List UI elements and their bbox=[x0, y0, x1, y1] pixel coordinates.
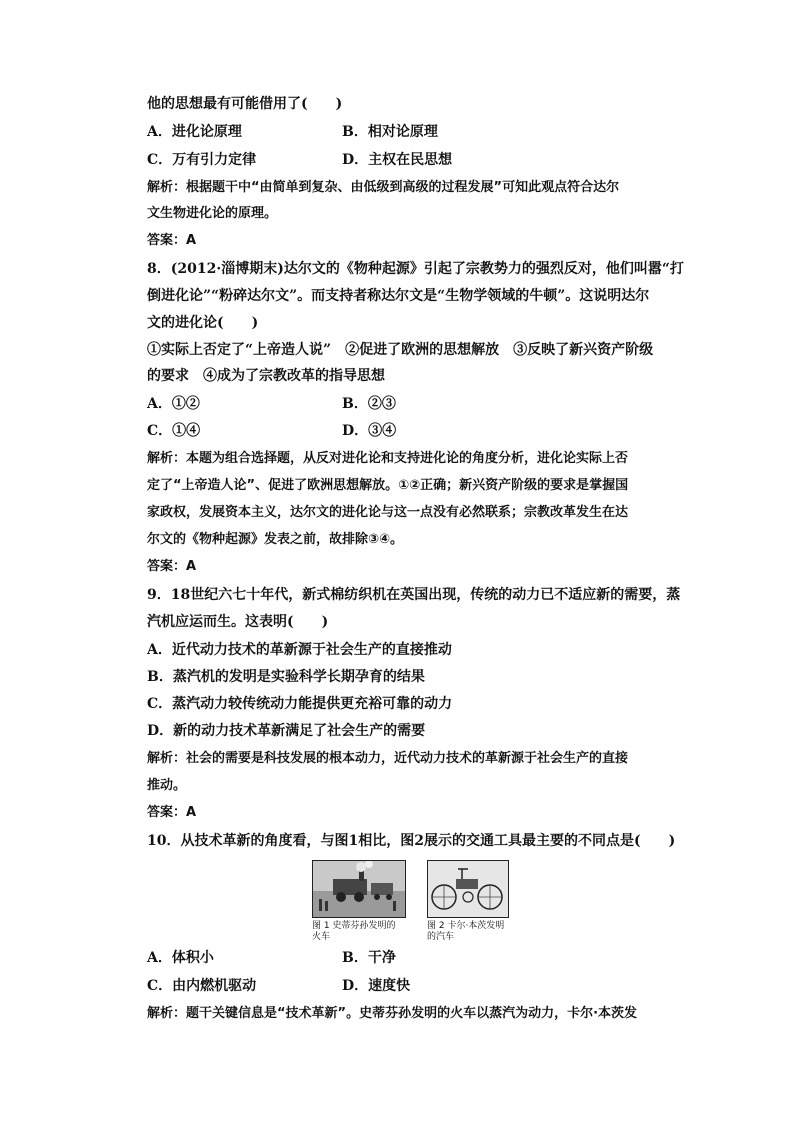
figure-2-caption: 图 2 卡尔·本茨发明的汽车 bbox=[427, 921, 505, 942]
q8-analysis-line: 家政权，发展资本主义，达尔文的进化论与这一点没有必然联系；宗教改革发生在达 bbox=[147, 505, 629, 520]
q10-options-row2 bbox=[147, 976, 411, 996]
q8-option-b: B．②③ bbox=[342, 396, 396, 412]
q7-option-c: C．万有引力定律 bbox=[147, 152, 257, 168]
q9-answer: 答案：A bbox=[147, 805, 197, 820]
q9-analysis-line: 推动。 bbox=[147, 778, 187, 793]
q8-analysis-line: 解析：本题为组合选择题，从反对进化论和支持进化论的角度分析，进化论实际上否 bbox=[147, 451, 629, 466]
q8-answer: 答案：A bbox=[147, 559, 197, 574]
q7-options-row1 bbox=[147, 122, 438, 142]
q8-item-line: ①实际上否定了“上帝造人说” ②促进了欧洲的思想解放 ③反映了新兴资产阶级 bbox=[147, 342, 654, 358]
q8-stem-line: 文的进化论( ) bbox=[147, 315, 259, 331]
q7-option-a: A．进化论原理 bbox=[147, 124, 242, 140]
benz-car-illustration bbox=[427, 860, 509, 918]
q10-stem: 10．从技术革新的角度看，与图1相比，图2展示的交通工具最主要的不同点是( ) bbox=[147, 833, 676, 849]
q10-options-row1 bbox=[147, 948, 396, 968]
q9-option-b: B．蒸汽机的发明是实验科学长期孕育的结果 bbox=[147, 669, 425, 685]
q8-options-row2 bbox=[147, 421, 397, 441]
q8-item-line: 的要求 ④成为了宗教改革的指导思想 bbox=[147, 368, 385, 384]
q7-analysis-line: 解析：根据题干中“由简单到复杂、由低级到高级的过程发展”可知此观点符合达尔 bbox=[147, 180, 620, 195]
q8-analysis-line: 尔文的《物种起源》发表之前，故排除③④。 bbox=[147, 532, 404, 547]
q7-answer: 答案：A bbox=[147, 233, 197, 248]
q8-options-row1 bbox=[147, 394, 396, 414]
q10-option-c: C．由内燃机驱动 bbox=[147, 978, 257, 994]
figure-2 bbox=[427, 860, 509, 943]
q7-analysis-line: 文生物进化论的原理。 bbox=[147, 206, 278, 221]
q8-option-a: A．①② bbox=[147, 396, 200, 412]
steam-train-illustration bbox=[312, 860, 406, 918]
q9-option-d: D．新的动力技术革新满足了社会生产的需要 bbox=[147, 723, 426, 739]
q8-analysis-line: 定了“上帝造人论”、促进了欧洲思想解放。①②正确；新兴资产阶级的要求是掌握国 bbox=[147, 478, 629, 493]
q9-stem-line: 9．18世纪六七十年代，新式棉纺织机在英国出现，传统的动力已不适应新的需要，蒸 bbox=[147, 587, 681, 603]
q7-option-d: D．主权在民思想 bbox=[342, 152, 453, 168]
q7-option-b: B．相对论原理 bbox=[342, 124, 438, 140]
q8-option-d: D．③④ bbox=[342, 423, 397, 439]
figure-1-caption: 图 1 史蒂芬孙发明的火车 bbox=[312, 921, 396, 942]
q9-option-a: A．近代动力技术的革新源于社会生产的直接推动 bbox=[147, 642, 452, 658]
q8-stem-line: 8．(2012·淄博期末)达尔文的《物种起源》引起了宗教势力的强烈反对，他们叫嚣“打 bbox=[147, 261, 684, 277]
q9-stem-line: 汽机应运而生。这表明( ) bbox=[147, 614, 329, 630]
q7-options-row2 bbox=[147, 150, 453, 170]
q7-stem: 他的思想最有可能借用了( ) bbox=[147, 96, 343, 112]
q10-option-a: A．体积小 bbox=[147, 950, 214, 966]
q10-analysis-line: 解析：题干关键信息是“技术革新”。史蒂芬孙发明的火车以蒸汽为动力，卡尔·本茨发 bbox=[147, 1006, 638, 1021]
q10-option-b: B．干净 bbox=[342, 950, 396, 966]
q9-analysis-line: 解析：社会的需要是科技发展的根本动力，近代动力技术的革新源于社会生产的直接 bbox=[147, 751, 629, 766]
q9-option-c: C．蒸汽动力较传统动力能提供更充裕可靠的动力 bbox=[147, 696, 453, 712]
q8-stem-line: 倒进化论”“粉碎达尔文”。而支持者称达尔文是“生物学领域的牛顿”。这说明达尔 bbox=[147, 288, 650, 304]
figure-1 bbox=[312, 860, 406, 943]
q8-option-c: C．①④ bbox=[147, 423, 201, 439]
q10-option-d: D．速度快 bbox=[342, 978, 411, 994]
